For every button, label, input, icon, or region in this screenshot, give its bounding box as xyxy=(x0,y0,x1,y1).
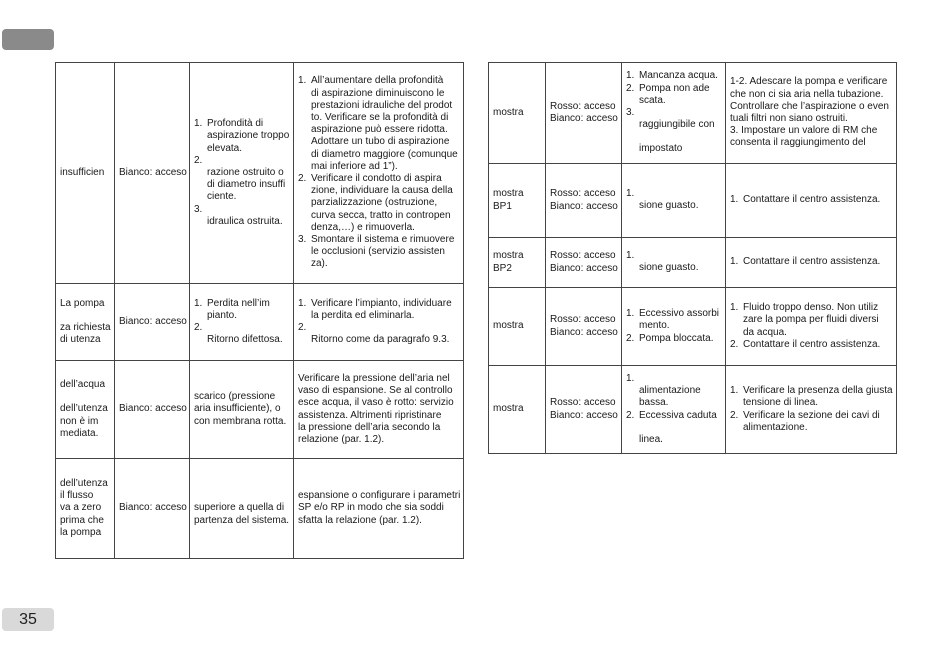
problem-cell-line: BP2 xyxy=(493,262,512,274)
problem-cell xyxy=(56,63,115,284)
led-status-cell-line: Bianco: acceso xyxy=(550,326,618,338)
cause-cell-line: partenza del sistema. xyxy=(194,514,290,526)
list-item-number: 3. xyxy=(194,203,203,215)
list-item-line: tensione di linea. xyxy=(743,397,819,409)
list-item xyxy=(194,204,291,228)
cause-cell xyxy=(622,366,726,454)
table-row xyxy=(489,238,897,288)
remedy-cell-list xyxy=(298,298,461,347)
list-item-number: 1. xyxy=(730,302,739,314)
problem-cell xyxy=(56,459,115,559)
list-item xyxy=(730,410,894,434)
led-status-cell-line: Bianco: acceso xyxy=(550,200,618,212)
list-item-number: 1. xyxy=(194,118,203,130)
list-item-line: parzializzazione (ostruzione, xyxy=(311,197,438,209)
led-status-cell xyxy=(546,288,622,366)
list-item-line: di diametro insuffi xyxy=(207,179,286,191)
list-item-line: alimentazione xyxy=(639,385,701,397)
cause-cell xyxy=(190,63,294,284)
list-item-number: 1. xyxy=(730,385,739,397)
list-item-number: 1. xyxy=(194,297,203,309)
list-item-line: razione ostruito o xyxy=(207,166,284,178)
list-item-number: 1. xyxy=(626,308,635,320)
list-item-line: Mancanza acqua. xyxy=(639,70,718,82)
list-item-line: aspirazione troppo xyxy=(207,130,290,142)
problem-cell-line: La pompa xyxy=(60,297,105,309)
remedy-cell-list xyxy=(730,194,894,206)
blank-line xyxy=(60,391,112,403)
list-item-number: 2. xyxy=(730,338,739,350)
list-item xyxy=(626,333,723,345)
table-row xyxy=(56,459,464,559)
cause-cell xyxy=(622,63,726,164)
list-item-number: 1. xyxy=(730,194,739,206)
list-item xyxy=(626,83,723,107)
list-item-number: 1. xyxy=(730,256,739,268)
problem-cell xyxy=(489,238,546,288)
cause-cell-list xyxy=(626,373,723,446)
led-status-cell-line: Rosso: acceso xyxy=(550,100,616,112)
cause-cell-list xyxy=(626,308,723,345)
list-item xyxy=(194,155,291,204)
list-item-line: prestazioni idrauliche del prodot xyxy=(311,99,453,111)
list-item-number: 2. xyxy=(626,332,635,344)
list-item-number: 2. xyxy=(298,173,307,184)
list-item-number: 2. xyxy=(298,322,307,333)
remedy-cell-line: sfatta la relazione (par. 1.2). xyxy=(298,514,422,526)
list-item xyxy=(730,385,894,409)
remedy-cell xyxy=(294,361,464,459)
table-row xyxy=(56,284,464,361)
list-item-number: 2. xyxy=(626,82,635,94)
led-status-cell xyxy=(115,459,190,559)
list-item-line: Verificare la sezione dei cavi di xyxy=(743,409,880,421)
remedy-cell-line: Verificare la pressione dell’aria nel xyxy=(298,372,450,384)
cause-cell xyxy=(190,284,294,361)
list-item xyxy=(626,308,723,332)
remedy-cell-line: 1-2. Adescare la pompa e verificare xyxy=(730,76,888,88)
list-item-line: Verificare la presenza della giusta xyxy=(743,385,893,397)
table-body-left xyxy=(56,63,464,559)
table-row xyxy=(489,288,897,366)
list-item xyxy=(626,188,723,212)
list-item xyxy=(298,234,461,271)
problem-cell-line: va a zero xyxy=(60,502,102,514)
list-item-number: 2. xyxy=(730,409,739,421)
list-item-number: 1. xyxy=(626,250,635,262)
cause-cell-line: superiore a quella di xyxy=(194,502,285,514)
list-item-line: zare la pompa per fluidi diversi xyxy=(743,314,879,326)
remedy-cell-list xyxy=(730,385,894,434)
cause-cell-list xyxy=(626,188,723,212)
list-item-line: raggiungibile con xyxy=(639,119,715,131)
problem-cell xyxy=(489,366,546,454)
list-item-line: za). xyxy=(311,258,328,270)
list-item-number: 2. xyxy=(626,409,635,421)
remedy-cell-list xyxy=(730,256,894,268)
remedy-cell xyxy=(294,63,464,284)
list-item-line: mai inferiore ad 1”). xyxy=(311,160,398,172)
problem-cell-line: la pompa xyxy=(60,526,102,538)
page-number: 35 xyxy=(2,608,54,631)
problem-cell-line: mostra xyxy=(493,106,524,118)
list-item xyxy=(298,173,461,234)
led-status-cell xyxy=(115,63,190,284)
list-item-line: Smontare il sistema e rimuovere xyxy=(311,234,455,246)
blank-line xyxy=(639,373,723,385)
list-item-line: sione guasto. xyxy=(639,262,699,274)
remedy-cell-list xyxy=(298,75,461,270)
problem-cell-line: BP1 xyxy=(493,200,512,212)
list-item-line: Adottare un tubo di aspirazione xyxy=(311,136,450,148)
blank-line xyxy=(639,107,723,119)
remedy-cell xyxy=(726,366,897,454)
list-item-line: zione, individuare la causa della xyxy=(311,185,453,197)
table-body-right xyxy=(489,63,897,454)
list-item-line: Verificare il condotto di aspira xyxy=(311,173,442,184)
cause-cell-list xyxy=(626,250,723,274)
list-item xyxy=(626,373,723,410)
led-status-cell-line: Bianco: acceso xyxy=(550,409,618,421)
list-item-line: aspirazione può essere ridotta. xyxy=(311,124,448,136)
remedy-cell xyxy=(726,63,897,164)
remedy-cell-line: 3. Impostare un valore di RM che xyxy=(730,125,878,137)
list-item-line: Pompa non ade xyxy=(639,82,710,94)
table-row xyxy=(56,361,464,459)
list-item-line: denza,…) e rimuoverla. xyxy=(311,221,415,233)
led-status-cell xyxy=(546,238,622,288)
list-item xyxy=(298,75,461,173)
problem-cell xyxy=(489,288,546,366)
list-item-line: idraulica ostruita. xyxy=(207,215,283,227)
remedy-cell-line: vaso di espansione. Se al controllo xyxy=(298,385,453,397)
led-status-cell-line: Rosso: acceso xyxy=(550,188,616,200)
table-row xyxy=(56,63,464,284)
remedy-cell xyxy=(294,284,464,361)
list-item xyxy=(194,322,291,346)
list-item xyxy=(194,298,291,322)
cause-cell-line: scarico (pressione xyxy=(194,391,276,403)
cause-cell-list xyxy=(626,70,723,155)
cause-cell xyxy=(190,459,294,559)
list-item-number: 2. xyxy=(194,154,203,166)
list-item xyxy=(626,250,723,274)
list-item-line: mento. xyxy=(639,320,670,332)
list-item-line: elevata. xyxy=(207,142,243,154)
table-row xyxy=(489,366,897,454)
list-item xyxy=(298,322,461,346)
list-item-line: la perdita ed eliminarla. xyxy=(311,309,415,321)
problem-cell xyxy=(56,361,115,459)
list-item-line: di diametro maggiore (comunque xyxy=(311,148,458,160)
problem-cell-line: dell’utenza xyxy=(60,403,108,415)
cause-cell-line: aria insufficiente), o xyxy=(194,403,281,415)
list-item-line: Contattare il centro assistenza. xyxy=(743,194,881,206)
led-status-cell-line: Rosso: acceso xyxy=(550,250,616,262)
remedy-cell-line: la pressione dell’aria secondo la xyxy=(298,421,441,433)
remedy-cell-line: esce acqua, il vaso è rotto: servizio xyxy=(298,397,454,409)
cause-cell-list xyxy=(194,298,291,347)
list-item-line: Contattare il centro assistenza. xyxy=(743,256,881,268)
led-status-cell-line: Rosso: acceso xyxy=(550,314,616,326)
problem-cell-line: dell’utenza xyxy=(60,477,108,489)
remedy-cell xyxy=(726,288,897,366)
problem-cell-line: mostra xyxy=(493,320,524,332)
troubleshooting-table-left xyxy=(55,62,464,559)
remedy-cell-line: Controllare che l’aspirazione o even xyxy=(730,100,889,112)
blank-line xyxy=(639,131,723,143)
list-item-line: linea. xyxy=(639,433,663,445)
list-item-line: Ritorno difettosa. xyxy=(207,334,283,346)
problem-cell xyxy=(56,284,115,361)
problem-cell-line: mostra xyxy=(493,188,524,200)
problem-cell-line: di utenza xyxy=(60,334,101,346)
list-item-line: Fluido troppo denso. Non utiliz xyxy=(743,302,879,314)
list-item-number: 1. xyxy=(298,297,307,309)
remedy-cell-line: tuali filtri non siano ostruiti. xyxy=(730,113,848,124)
remedy-cell-list xyxy=(730,302,894,351)
blank-line xyxy=(207,155,291,167)
led-status-cell-line: Bianco: acceso xyxy=(550,113,618,124)
cause-cell-list xyxy=(194,118,291,228)
remedy-cell-line: SP e/o RP in modo che sia soddi xyxy=(298,502,444,514)
list-item-line: alimentazione. xyxy=(743,421,808,433)
list-item xyxy=(730,256,894,268)
problem-cell-line: mediata. xyxy=(60,427,99,439)
list-item-line: da acqua. xyxy=(743,326,787,338)
blank-line xyxy=(311,322,461,334)
blank-line xyxy=(207,204,291,216)
cause-cell xyxy=(190,361,294,459)
remedy-cell-line: espansione o configurare i parametri xyxy=(298,490,461,502)
led-status-cell-line: Bianco: acceso xyxy=(119,403,187,415)
list-item xyxy=(626,70,723,82)
problem-cell xyxy=(489,164,546,238)
list-item-line: pianto. xyxy=(207,309,238,321)
list-item-line: Verificare l’impianto, individuare xyxy=(311,297,452,309)
list-item-number: 2. xyxy=(194,322,203,333)
blank-line xyxy=(194,490,291,502)
problem-cell-line: non è im xyxy=(60,415,99,427)
list-item xyxy=(730,194,894,206)
list-item-line: sione guasto. xyxy=(639,200,699,212)
table-row xyxy=(489,63,897,164)
list-item-line: Eccessiva caduta xyxy=(639,409,717,421)
list-item-line: Perdita nell’im xyxy=(207,297,270,309)
list-item-line: Ritorno come da paragrafo 9.3. xyxy=(311,334,450,346)
list-item-line: Contattare il centro assistenza. xyxy=(743,338,881,350)
led-status-cell xyxy=(546,63,622,164)
led-status-cell xyxy=(546,164,622,238)
remedy-cell-line: assistenza. Altrimenti ripristinare xyxy=(298,409,442,421)
list-item-line: ciente. xyxy=(207,191,237,203)
blank-line xyxy=(639,250,723,262)
remedy-cell-line: relazione (par. 1.2). xyxy=(298,433,385,445)
cause-cell xyxy=(622,288,726,366)
list-item-line: Profondità di xyxy=(207,118,264,130)
list-item-number: 3. xyxy=(298,234,307,246)
list-item-line: curva secca, tratto in contropen xyxy=(311,209,451,221)
remedy-cell-line: consenta il raggiungimento del xyxy=(730,137,866,149)
list-item-line: All’aumentare della profondità xyxy=(311,75,444,87)
list-item-line: di aspirazione diminuiscono le xyxy=(311,87,445,99)
list-item-line: le occlusioni (servizio assisten xyxy=(311,246,445,258)
led-status-cell xyxy=(546,366,622,454)
led-status-cell-line: Bianco: acceso xyxy=(550,262,618,274)
troubleshooting-table-right xyxy=(488,62,897,454)
list-item-line: impostato xyxy=(639,143,683,155)
problem-cell-line: mostra xyxy=(493,403,524,415)
list-item-line: bassa. xyxy=(639,397,669,409)
cause-cell xyxy=(622,164,726,238)
remedy-cell xyxy=(294,459,464,559)
section-tab-marker xyxy=(2,29,54,50)
list-item xyxy=(730,302,894,339)
led-status-cell-line: Bianco: acceso xyxy=(119,166,187,178)
list-item-number: 3. xyxy=(626,106,635,118)
blank-line xyxy=(60,310,112,322)
list-item-line: Eccessivo assorbi xyxy=(639,308,720,320)
blank-line xyxy=(639,188,723,200)
remedy-cell xyxy=(726,238,897,288)
list-item xyxy=(298,298,461,322)
led-status-cell-line: Rosso: acceso xyxy=(550,397,616,409)
remedy-cell-line: che non ci sia aria nella tubazione. xyxy=(730,88,884,100)
list-item xyxy=(730,339,894,351)
problem-cell-line: insufficien xyxy=(60,166,105,178)
remedy-cell xyxy=(726,164,897,238)
blank-line xyxy=(207,322,291,334)
list-item-line: Pompa bloccata. xyxy=(639,332,714,344)
problem-cell-line: za richiesta xyxy=(60,321,111,333)
problem-cell-line: prima che xyxy=(60,514,104,526)
led-status-cell-line: Bianco: acceso xyxy=(119,502,187,514)
problem-cell-line: dell’acqua xyxy=(60,379,106,390)
led-status-cell-line: Bianco: acceso xyxy=(119,315,187,327)
list-item-number: 1. xyxy=(626,70,635,82)
blank-line xyxy=(639,422,723,434)
list-item-line: to. Verificare se la profondità di xyxy=(311,111,449,123)
list-item-number: 1. xyxy=(626,188,635,200)
problem-cell-line: il flusso xyxy=(60,490,94,502)
problem-cell-line: mostra xyxy=(493,250,524,262)
cause-cell-line: con membrana rotta. xyxy=(194,415,287,427)
list-item-line: scata. xyxy=(639,94,666,106)
table-row xyxy=(489,164,897,238)
list-item-number: 1. xyxy=(626,372,635,384)
cause-cell xyxy=(622,238,726,288)
list-item-number: 1. xyxy=(298,75,307,87)
list-item xyxy=(626,107,723,156)
problem-cell xyxy=(489,63,546,164)
led-status-cell xyxy=(115,361,190,459)
list-item xyxy=(194,118,291,155)
list-item xyxy=(626,410,723,447)
led-status-cell xyxy=(115,284,190,361)
